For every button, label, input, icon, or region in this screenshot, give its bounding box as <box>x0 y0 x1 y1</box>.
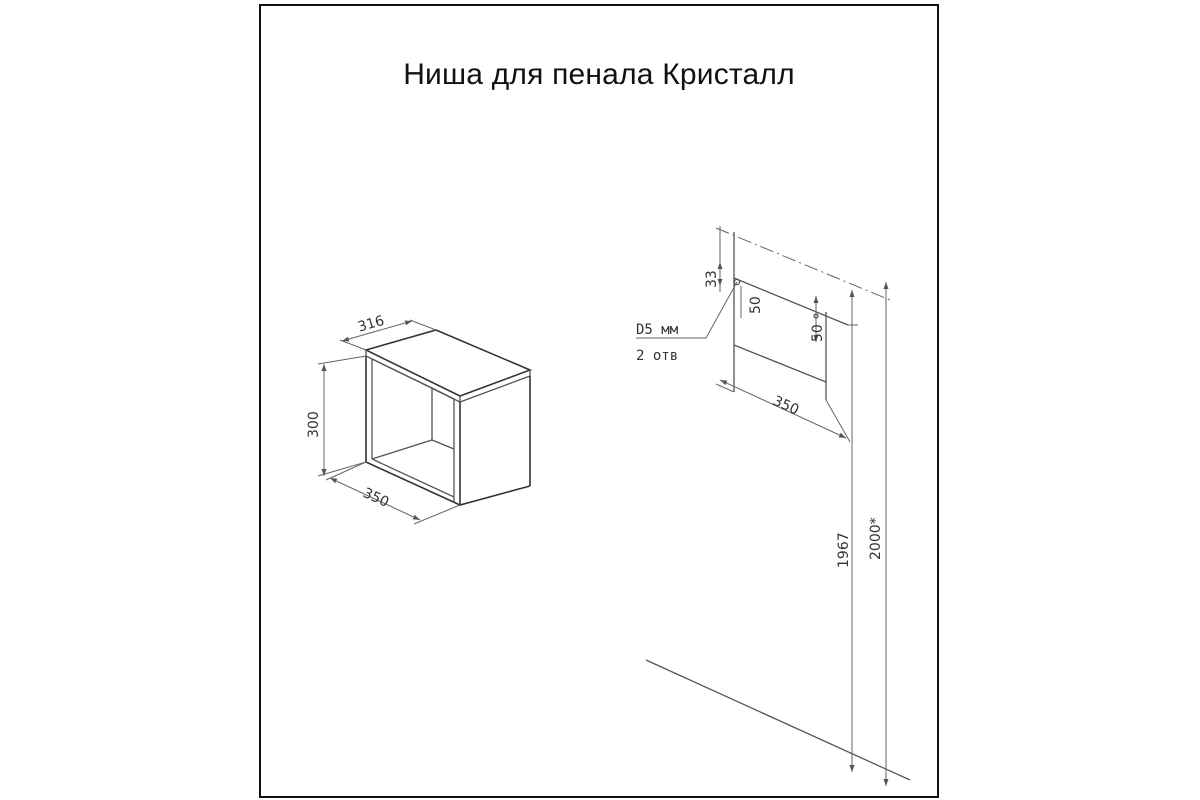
right-hole-offset-label: 50 <box>810 324 826 342</box>
top-offset-label: 33 <box>704 270 720 288</box>
wall-width-ext-right <box>826 400 850 442</box>
niche-height-label: 300 <box>306 411 322 438</box>
niche-width-label: 350 <box>360 485 392 511</box>
niche-width-ext-right <box>414 505 460 524</box>
niche-top-face <box>366 330 530 396</box>
niche-top-edge <box>366 350 530 402</box>
wall-top-line <box>716 228 890 300</box>
wall-width-label: 350 <box>770 393 802 419</box>
drawing-title: Ниша для пенала Кристалл <box>403 58 795 91</box>
wall-scheme <box>636 226 910 786</box>
wall-niche-mid-line <box>734 345 826 382</box>
niche-bottom-inner-front <box>372 459 454 497</box>
niche-inner-top <box>372 359 454 399</box>
floor-line <box>646 660 910 780</box>
niche-bottom-edge <box>366 462 530 505</box>
niche-inner-back-bottom <box>372 440 454 459</box>
niche-depth-label: 316 <box>356 312 387 336</box>
mount-height-label: 1967 <box>836 532 852 568</box>
total-height-label: 2000* <box>868 517 884 560</box>
niche-height-ext-bottom <box>318 462 366 476</box>
niche-depth-ext-right <box>410 320 436 330</box>
niche-box <box>306 313 530 524</box>
niche-height-ext-top <box>318 356 366 364</box>
niche-width-ext-left <box>326 462 366 480</box>
left-hole-offset-label: 50 <box>748 296 764 314</box>
hole-callout-count: 2 отв <box>636 348 679 364</box>
niche-depth-ext-left <box>340 340 366 350</box>
hole-callout-diameter: D5 мм <box>636 322 679 338</box>
